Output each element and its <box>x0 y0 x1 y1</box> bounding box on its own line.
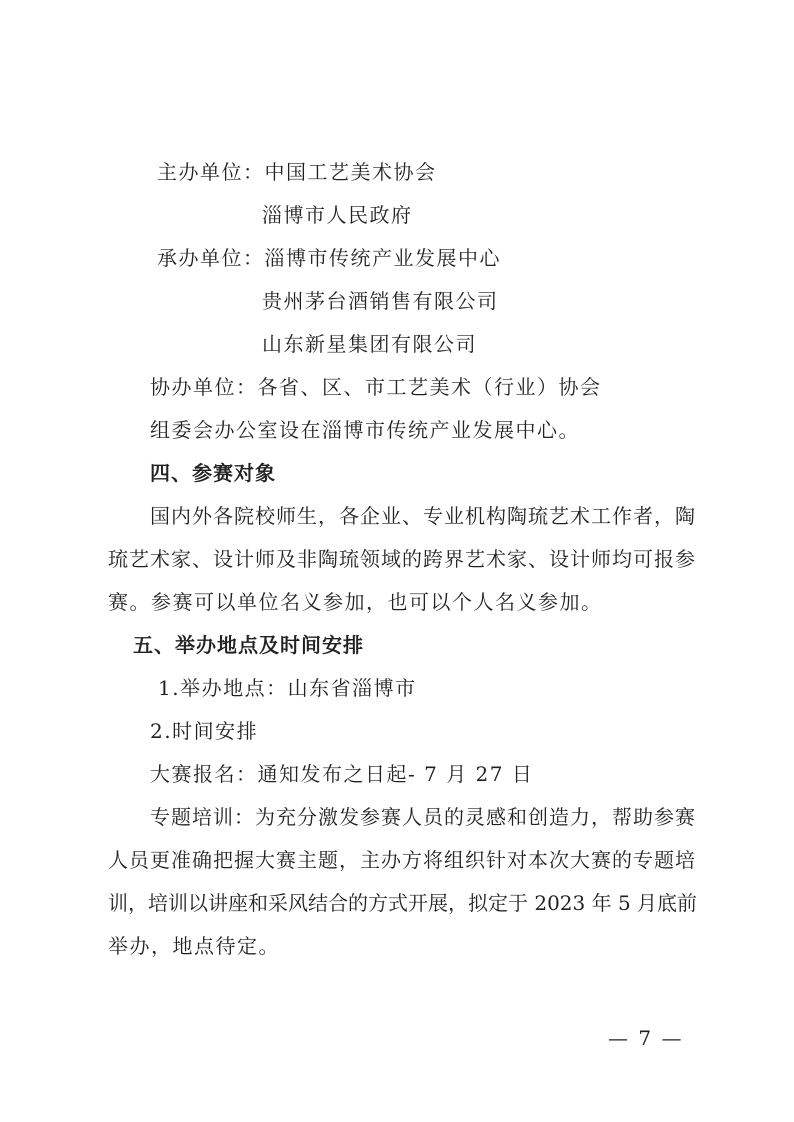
co-organizer-line: 协办单位：各省、区、市工艺美术（行业）协会 <box>150 375 602 399</box>
section-5-heading: 五、举办地点及时间安排 <box>133 633 364 657</box>
section-4-paragraph-line-1: 国内外各院校师生，各企业、专业机构陶琉艺术工作者，陶 <box>150 504 695 528</box>
registration-line: 大赛报名：通知发布之日起- 7 月 27 日 <box>150 762 534 786</box>
training-line-3: 训，培训以讲座和采风结合的方式开展，拟定于 2023 年 5 月底前 <box>108 891 698 915</box>
host-label: 主办单位： <box>157 160 265 184</box>
schedule-item: 2.时间安排 <box>150 719 259 743</box>
host-line <box>157 158 437 186</box>
host-org-1: 中国工艺美术协会 <box>264 160 437 184</box>
section-4-paragraph-line-2: 琉艺术家、设计师及非陶琉领域的跨界艺术家、设计师均可报参 <box>108 547 695 571</box>
training-line-4: 举办，地点待定。 <box>108 934 280 958</box>
page-number: — 7 — <box>608 1026 684 1050</box>
undertaker-label: 承办单位： <box>157 246 265 270</box>
office-line: 组委会办公室设在淄博市传统产业发展中心。 <box>150 418 580 442</box>
section-4-paragraph-line-3: 赛。参赛可以单位名义参加，也可以个人名义参加。 <box>108 590 603 614</box>
section-4-heading: 四、参赛对象 <box>150 461 276 485</box>
undertaker-org-1: 淄博市传统产业发展中心 <box>264 246 501 270</box>
undertaker-line <box>157 244 501 272</box>
training-line-2: 人员更准确把握大赛主题，主办方将组织针对本次大赛的专题培 <box>108 848 695 872</box>
undertaker-org-3: 山东新星集团有限公司 <box>262 332 477 356</box>
venue-item: 1.举办地点：山东省淄博市 <box>158 676 417 700</box>
undertaker-org-2: 贵州茅台酒销售有限公司 <box>262 289 499 313</box>
training-line-1: 专题培训：为充分激发参赛人员的灵感和创造力，帮助参赛 <box>150 805 695 829</box>
host-org-2: 淄博市人民政府 <box>262 203 413 227</box>
